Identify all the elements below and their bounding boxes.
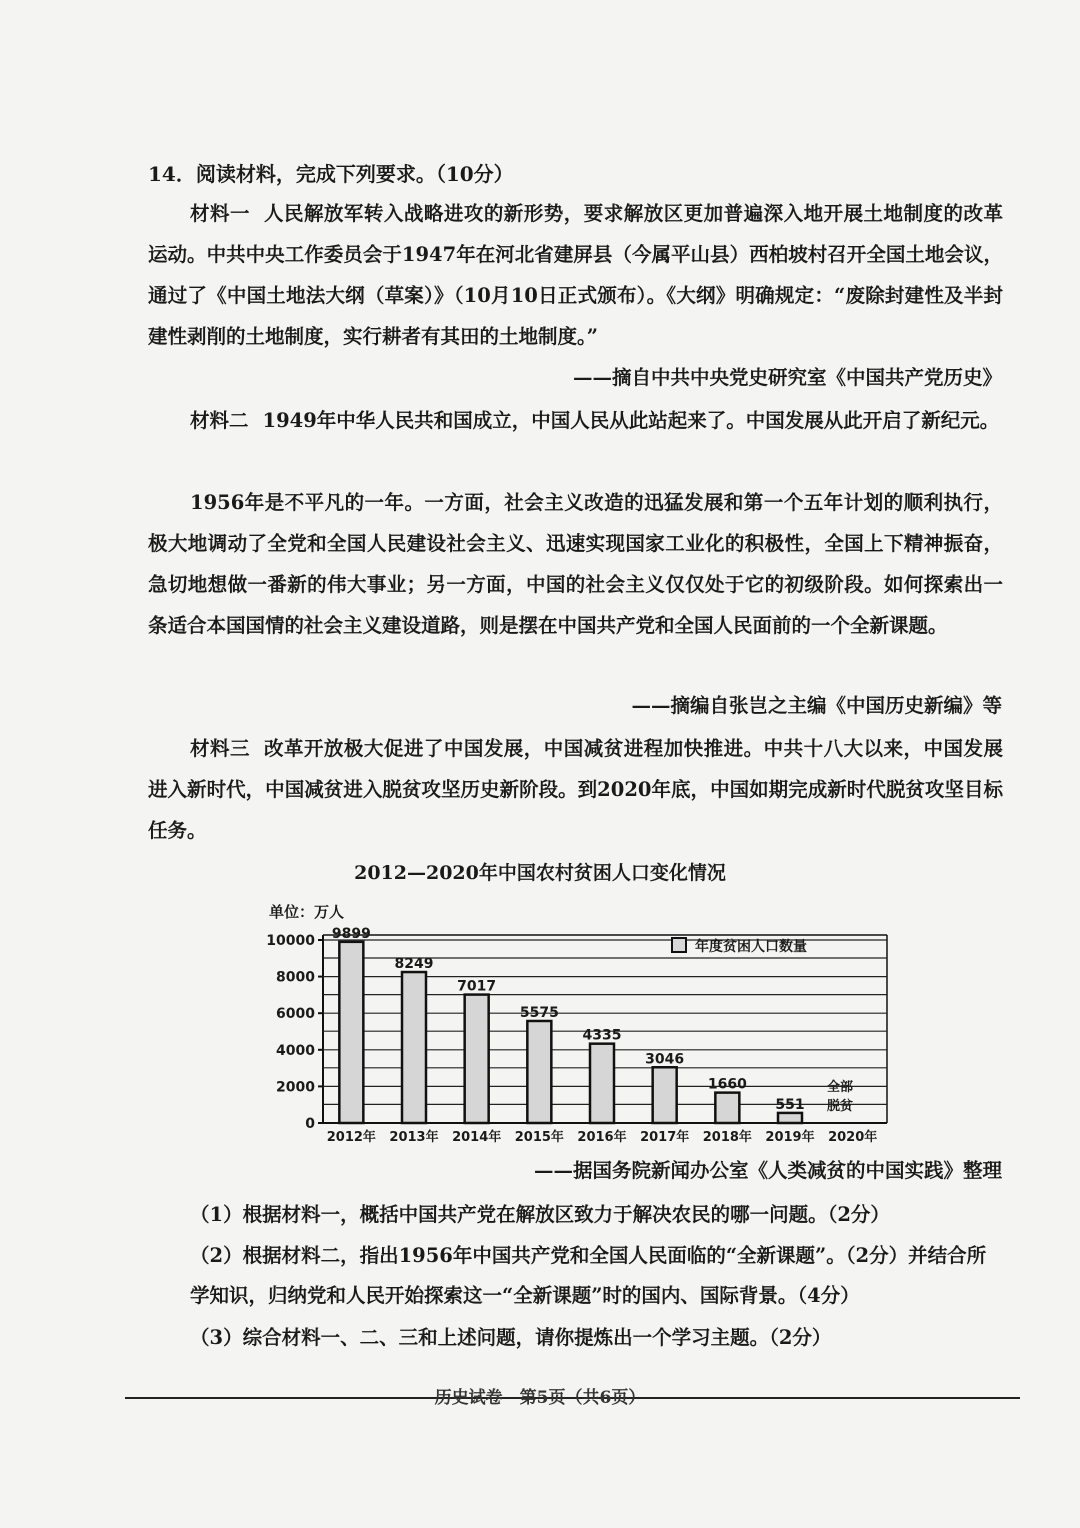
material-one <box>148 193 1003 357</box>
bar <box>590 1044 614 1123</box>
x-tick-label: 2013年 <box>389 1130 439 1145</box>
y-tick-label: 10000 <box>266 933 315 949</box>
page-footer: 历史试卷 第5页（共6页） <box>434 1388 646 1408</box>
material-two-text-1: 1949年中华人民共和国成立，中国人民从此站起来了。中国发展从此开启了新纪元。 <box>262 409 1000 432</box>
bar <box>715 1093 739 1123</box>
bar <box>527 1021 551 1123</box>
chart-x-ticks <box>327 1129 878 1145</box>
x-tick-label: 2019年 <box>765 1130 815 1145</box>
material-two-text-2: 1956年是不平凡的一年。一方面，社会主义改造的迅猛发展和第一个五年计划的顺利执行，极大地调动了全党和全国人民建设社会主义、迅速实现国家工业化的积极性，全国上下精神振奋，急切地想做一番新的伟大事业；另一方面，中国的社会主义仅仅处于它的初级阶段。如何探索出一条适合本国国情的社会主义建设道路，则是摆在中国共产党和全国人民面前的一个全新课题。 <box>148 491 1003 637</box>
material-one-text: 人民解放军转入战略进攻的新形势，要求解放区更加普遍深入地开展土地制度的改革运动。中共中央工作委员会于1947年在河北省建屏县（今属平山县）西柏坡村召开全国土地会议，通过了《中国土地法大纲（草案）》（10月10日正式颁布）。《大纲》明确规定：“废除封建性及半封建性剥削的土地制度，实行耕者有其田的土地制度。” <box>148 202 1003 348</box>
x-tick-label: 2012年 <box>326 1130 376 1145</box>
bar <box>465 995 489 1123</box>
bar-value-label: 551 <box>775 1096 805 1113</box>
material-three-label: 材料三 <box>190 737 250 760</box>
x-tick-label: 2016年 <box>577 1130 627 1145</box>
sub-question-1: （1）根据材料一，概括中国共产党在解放区致力于解决农民的哪一问题。（2分） <box>190 1203 890 1226</box>
final-note-line-2: 脱贫 <box>827 1099 854 1114</box>
chart-final-note <box>827 1079 853 1114</box>
y-tick-label: 0 <box>305 1116 315 1132</box>
final-note-line-1: 全部 <box>827 1080 854 1095</box>
legend-label: 年度贫困人口数量 <box>695 939 807 955</box>
x-tick-label: 2020年 <box>828 1130 878 1145</box>
bar <box>339 942 363 1123</box>
y-tick-label: 6000 <box>276 1006 315 1023</box>
chart-title: 2012—2020年中国农村贫困人口变化情况 <box>354 862 726 884</box>
material-two <box>148 400 1003 441</box>
sub-question-2: （2）根据材料二，指出1956年中国共产党和全国人民面临的“全新课题”。（2分）并结合所学知识，归纳党和人民开始探索这一“全新课题”时的国内、国际背景。（4分） <box>190 1244 987 1307</box>
sub-question-3: （3）综合材料一、二、三和上述问题，请你提炼出一个学习主题。（2分） <box>190 1326 832 1349</box>
bar-value-label: 9899 <box>331 925 371 942</box>
material-two-source: ——摘编自张岂之主编《中国历史新编》等 <box>631 694 1002 717</box>
bar-value-label: 4335 <box>582 1027 622 1044</box>
x-tick-label: 2014年 <box>452 1130 502 1145</box>
material-three-text: 改革开放极大促进了中国发展，中国减贫进程加快推进。中共十八大以来，中国发展进入新时代，中国减贫进入脱贫攻坚历史新阶段。到2020年底，中国如期完成新时代脱贫攻坚目标任务。 <box>148 737 1003 842</box>
bar-value-label: 7017 <box>457 978 497 995</box>
material-three-source: ——据国务院新闻办公室《人类减贫的中国实践》整理 <box>533 1159 1002 1182</box>
bar <box>653 1067 677 1123</box>
material-three <box>148 728 1003 851</box>
material-one-source: ——摘自中共中央党史研究室《中国共产党历史》 <box>572 366 1002 389</box>
bar-value-label: 1660 <box>707 1076 747 1093</box>
material-one-label: 材料一 <box>190 202 250 225</box>
x-tick-label: 2015年 <box>514 1130 564 1145</box>
poverty-bar-chart <box>255 895 895 1155</box>
bar <box>402 972 426 1123</box>
y-tick-label: 8000 <box>276 969 315 986</box>
material-two-label: 材料二 <box>190 409 249 432</box>
bar-value-label: 3046 <box>645 1051 685 1068</box>
y-tick-label: 2000 <box>276 1079 315 1096</box>
x-tick-label: 2017年 <box>640 1130 690 1145</box>
x-tick-label: 2018年 <box>702 1130 752 1145</box>
bar-value-label: 5575 <box>519 1004 559 1021</box>
bar-value-label: 8249 <box>394 956 434 973</box>
bar <box>778 1113 802 1123</box>
y-tick-label: 4000 <box>276 1042 315 1059</box>
legend-swatch <box>672 938 686 952</box>
chart-unit-label: 单位：万人 <box>269 903 345 921</box>
question-header: 14．阅读材料，完成下列要求。（10分） <box>148 162 514 186</box>
